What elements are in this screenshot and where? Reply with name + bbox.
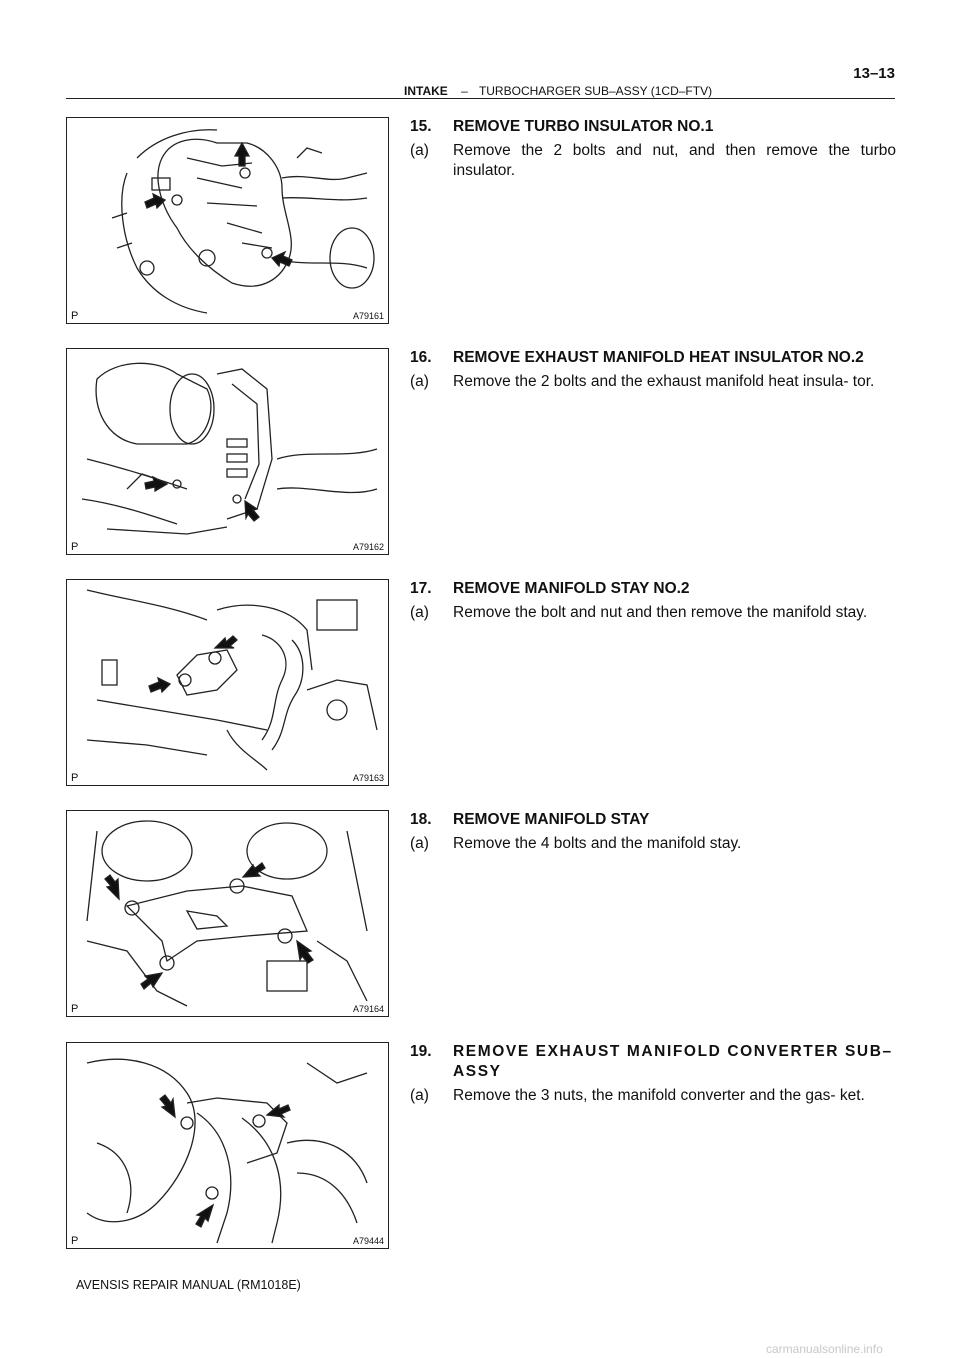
substep-marker: (a) <box>410 1087 429 1104</box>
step-title: REMOVE MANIFOLD STAY <box>453 811 650 828</box>
step-number: 19. <box>410 1043 432 1060</box>
substep <box>410 141 896 181</box>
step-title: REMOVE TURBO INSULATOR NO.1 <box>453 118 714 135</box>
figure-manifold-stay <box>66 810 389 1017</box>
substep-text: Remove the 2 bolts and nut, and then remove the turbo insulator. <box>453 142 896 179</box>
page-number: 13–13 <box>853 65 895 82</box>
step-number: 16. <box>410 349 432 366</box>
substep <box>410 1086 896 1106</box>
watermark: carmanualsonline.info <box>766 1342 883 1356</box>
substep-text: Remove the bolt and nut and then remove the manifold stay. <box>453 604 868 621</box>
figure-label: P <box>71 541 79 553</box>
step-title: REMOVE MANIFOLD STAY NO.2 <box>453 580 690 597</box>
figure-label: P <box>71 310 79 322</box>
step-heading <box>410 1042 896 1082</box>
step-heading <box>410 579 896 599</box>
header-section-name: INTAKE <box>404 84 448 98</box>
substep <box>410 603 896 623</box>
substep-marker: (a) <box>410 373 429 390</box>
step-19 <box>410 1042 896 1106</box>
header-section <box>404 84 712 98</box>
substep-text: Remove the 3 nuts, the manifold converter and the gas- ket. <box>453 1087 865 1104</box>
figure-label: P <box>71 1235 79 1247</box>
step-number: 18. <box>410 811 432 828</box>
turbo-insulator-illustration <box>67 118 387 322</box>
step-title: REMOVE EXHAUST MANIFOLD HEAT INSULATOR NO.2 <box>453 349 864 366</box>
figure-id: A79163 <box>352 773 384 783</box>
manifold-stay-no2-illustration <box>67 580 387 784</box>
figure-label: P <box>71 772 79 784</box>
substep-marker: (a) <box>410 142 429 159</box>
step-15 <box>410 117 896 181</box>
substep-marker: (a) <box>410 604 429 621</box>
manifold-stay-illustration <box>67 811 387 1015</box>
step-17 <box>410 579 896 623</box>
heat-insulator-illustration <box>67 349 387 553</box>
figure-id: A79444 <box>352 1236 384 1246</box>
manifold-converter-illustration <box>67 1043 387 1247</box>
figure-turbo-insulator <box>66 117 389 324</box>
substep-marker: (a) <box>410 835 429 852</box>
step-number: 17. <box>410 580 432 597</box>
page-footer: AVENSIS REPAIR MANUAL (RM1018E) <box>76 1278 301 1292</box>
figure-heat-insulator <box>66 348 389 555</box>
step-heading <box>410 117 896 137</box>
figure-label: P <box>71 1003 79 1015</box>
header-dash: – <box>461 84 468 98</box>
substep-text: Remove the 2 bolts and the exhaust manifold heat insula- tor. <box>453 373 875 390</box>
figure-id: A79162 <box>352 542 384 552</box>
step-16 <box>410 348 896 392</box>
figure-id: A79164 <box>352 1004 384 1014</box>
figure-id: A79161 <box>352 311 384 321</box>
figure-manifold-stay-no2 <box>66 579 389 786</box>
step-18 <box>410 810 896 854</box>
step-heading <box>410 348 896 368</box>
page-header <box>66 65 895 99</box>
step-number: 15. <box>410 118 432 135</box>
substep-text: Remove the 4 bolts and the manifold stay. <box>453 835 742 852</box>
figure-manifold-converter <box>66 1042 389 1249</box>
step-heading <box>410 810 896 830</box>
step-title: REMOVE EXHAUST MANIFOLD CONVERTER SUB–ASSY <box>453 1043 893 1080</box>
header-subsection: TURBOCHARGER SUB–ASSY (1CD–FTV) <box>478 84 713 98</box>
substep <box>410 834 896 854</box>
substep <box>410 372 896 392</box>
